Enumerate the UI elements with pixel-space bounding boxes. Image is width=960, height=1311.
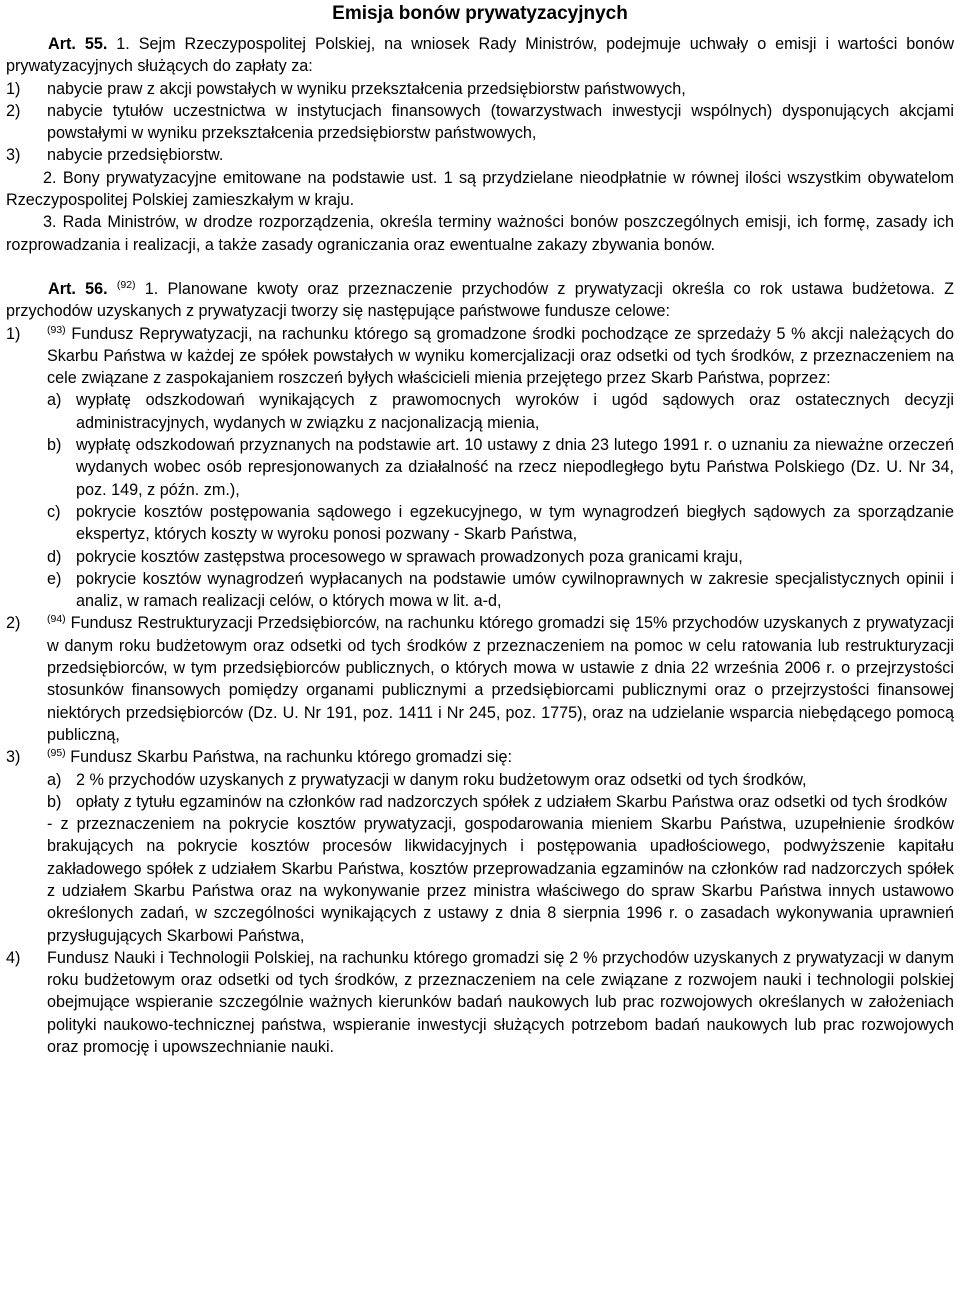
footnote-ref: (92) bbox=[116, 278, 136, 291]
art56-intro: Art. 56. $^{(92)}$ 1. Planowane kwoty oraz przeznaczenie przychodów z prywatyzacji określa co rok ustawa budżetowa. Z przychodów uzyskanych z prywatyzacji tworzy się następujące państwowe fundusze celowe: bbox=[6, 278, 954, 321]
fund-item-2: 2) $^{(94)}$ Fundusz Restrukturyzacji Przedsiębiorców, na rachunku którego gromadzi się 15% przychodów uzyskanych z prywatyzacji w danym roku budżetowym oraz odsetki od tych środków z przeznaczeniem na pomoc w celu ratowania lub restrukturyzacji przedsiębiorców, w tym przedsiębiorców publicznych, o których mowa w ustawie z dnia 22 września 2006 r. o przejrzystości stosunków finansowych pomiędzy organami publicznymi a przedsiębiorcami publicznymi oraz o przejrzystości finansowej niektórych przedsiębiorców (Dz. U. Nr 191, poz. 1411 i Nr 245, poz. 1775), oraz na udzielanie wsparcia niebędącego pomocą publiczną, bbox=[6, 613, 954, 744]
fund-1-sub-b: b) wypłatę odszkodowań przyznanych na podstawie art. 10 ustawy z dnia 23 lutego 1991 r. o uznaniu za nieważne orzeczeń wydanych wobec osób represjonowanych za działalność na rzecz niepodległego bytu Państwa Polskiego (Dz. U. Nr 34, poz. 149, z późn. zm.), bbox=[47, 436, 954, 499]
fund-1-sub-c: c) pokrycie kosztów postępowania sądowego i egzekucyjnego, w tym wynagrodzeń biegłych sądowych za sporządzanie ekspertyz, których koszty w wyroku ponosi pozwany - Skarb Państwa, bbox=[47, 502, 954, 544]
fund-3-sub-b: b) opłaty z tytułu egzaminów na członków rad nadzorczych spółek z udziałem Skarbu Państwa oraz odsetki od tych środków bbox=[47, 792, 947, 811]
art55-paragraph-3: 3. Rada Ministrów, w drodze rozporządzenia, określa terminy ważności bonów poszczególnych emisji, ich formę, zasady ich rozprowadzania i realizacji, a także zasady ograniczania oraz ewentualne zakazy zbywania bonów. bbox=[6, 213, 954, 254]
fund-3-sub-a: a) 2 % przychodów uzyskanych z prywatyzacji w danym roku budżetowym oraz odsetki od tych środków, bbox=[47, 770, 807, 789]
footnote-ref: (95) bbox=[47, 747, 66, 760]
fund-1-sub-a: a) wypłatę odszkodowań wynikających z prawomocnych wyroków i ugód sądowych oraz ostatecznych decyzji administracyjnych, wydanych w związku z nacjonalizacją mienia, bbox=[47, 391, 954, 432]
document-title: Emisja bonów prywatyzacyjnych bbox=[332, 3, 628, 24]
art55-paragraph-2: 2. Bony prywatyzacyjne emitowane na podstawie ust. 1 są przydzielane nieodpłatnie w równej ilości wszystkim obywatelom Rzeczypospolitej Polskiej zamieszkałym w kraju. bbox=[6, 168, 954, 210]
art55-heading: Art. 55. bbox=[48, 35, 108, 53]
art55-item-1: 1) nabycie praw z akcji powstałych w wyniku przekształcenia przedsiębiorstw państwowych, bbox=[6, 79, 686, 98]
art55-item-3: 3) nabycie przedsiębiorstw. bbox=[6, 146, 224, 165]
art55-item-2: 2) nabycie tytułów uczestnictwa w instytucjach finansowych (towarzystwach inwestycji wspólnych) dysponujących akcjami powstałymi w wyniku przekształcenia przedsiębiorstw państwowych, bbox=[6, 101, 954, 143]
fund-item-3: 3) $^{(95)}$ Fundusz Skarbu Państwa, na rachunku którego gromadzi się: bbox=[6, 747, 512, 767]
fund-3-purpose: - z przeznaczeniem na pokrycie kosztów prywatyzacji, gospodarowania mieniem Skarbu Państwa, uzupełnienie środków brakujących na pokrycie kosztów procesów likwidacyjnych i postępowania upadłościowego, podwyższenie kapitału zakładowego spółek z udziałem Skarbu Państwa, kosztów przeprowadzania egzaminów na członków rad nadzorczych spółek z udziałem Skarbu Państwa oraz na wykonywanie przez ministra właściwego do spraw Skarbu Państwa innych ustawowo określonych zadań, w szczególności wynikających z ustawy z dnia 8 sierpnia 1996 r. o zasadach wykonywania uprawnień przysługujących Skarbowi Państwa, bbox=[47, 815, 954, 945]
fund-item-4: 4) Fundusz Nauki i Technologii Polskiej, na rachunku którego gromadzi się 2 % przychodów uzyskanych z prywatyzacji w danym roku budżetowym oraz odsetki od tych środków, z przeznaczeniem na cele związane z rozwojem nauki i technologii polskiej obejmujące wspieranie szczególnie ważnych kierunków badań naukowych lub prac rozwojowych określanych w założeniach polityki naukowo-technicznej państwa, wspieranie inwestycji służących potrzebom badań naukowych lub prac rozwojowych oraz promocję i upowszechnianie nauki. bbox=[6, 948, 954, 1057]
fund-1-sub-e: e) pokrycie kosztów wynagrodzeń wypłacanych na podstawie umów cywilnoprawnych w zakresie specjalistycznych opinii i analiz, w ramach realizacji celów, o których mowa w lit. a-d, bbox=[47, 569, 954, 611]
fund-1-sub-d: d) pokrycie kosztów zastępstwa procesowego w sprawach prowadzonych poza granicami kraju, bbox=[47, 547, 743, 566]
footnote-ref: (94) bbox=[47, 613, 66, 626]
art56-heading: Art. 56. bbox=[48, 279, 108, 298]
art55-intro: Art. 55. 1. Sejm Rzeczypospolitej Polskiej, na wniosek Rady Ministrów, podejmuje uchwały o emisji i wartości bonów prywatyzacyjnych służących do zapłaty za: bbox=[6, 35, 955, 76]
fund-item-1: 1) $^{(93)}$ Fundusz Reprywatyzacji, na rachunku którego są gromadzone środki pochodzące ze sprzedaży 5 % akcji należących do Skarbu Państwa w każdej ze spółek powstałych w wyniku komercjalizacji oraz odsetki od tych środków, z przeznaczeniem na cele związane z zaspokajaniem roszczeń byłych właścicieli mienia przejętego przez Skarb Państwa, poprzez: bbox=[6, 323, 954, 388]
footnote-ref: (93) bbox=[47, 323, 66, 336]
